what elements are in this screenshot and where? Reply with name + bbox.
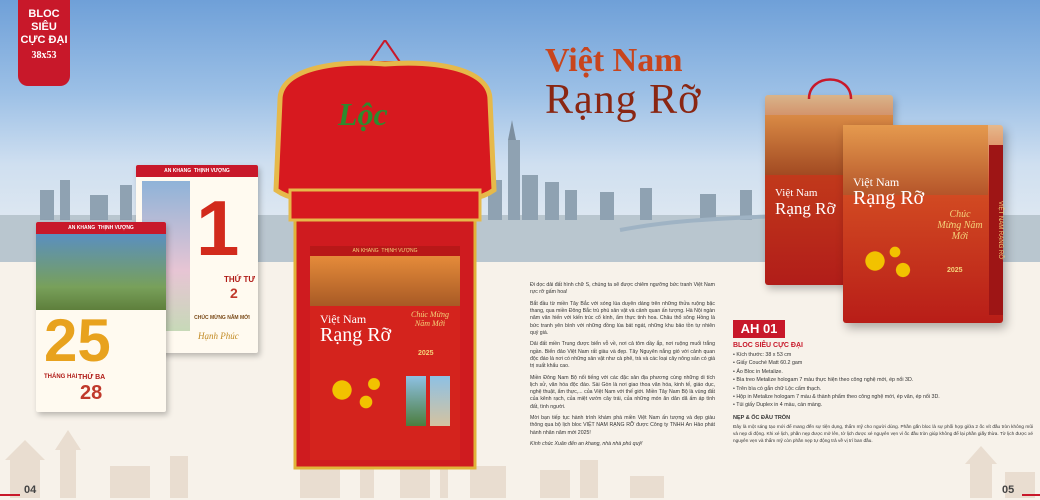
- cover-photo: [310, 256, 460, 306]
- spec-item: • Ảo Bloc in Metalize.: [733, 368, 1033, 376]
- intro-paragraph-3: Dải đất miền Trung được biển vỗ về, nơi cả tôm dầy ắp, nơi ruộng muối trắng ngần. Biển đảo Việt Nam rất giàu và đẹp. Tây Nguyên nắng gió với cảnh quan độc đáo là nơi có những sản vật như cà phê, trà và các loại cây nông sản có giá trị xuất khẩu cao.: [530, 341, 715, 370]
- weekday-label: THỨ TƯ: [224, 275, 256, 284]
- hanger-cover: [310, 246, 460, 460]
- headline-line-2: Rạng Rỡ: [545, 77, 702, 123]
- spec-item: • Trên bìa có gắn chữ Lộc cẩm thạch.: [733, 385, 1033, 393]
- headline-line-1: Việt Nam: [545, 42, 683, 79]
- intro-paragraph-5: Mời bạn tiếp tục hành trình khám phá miền Việt Nam ấn tượng và đẹp giàu thông qua bộ lịch bloc VIỆT NAM RẠNG RỠ được Công ty TNHH An Hảo phát hành nhân năm mới 2025!: [530, 415, 715, 436]
- spec-title: BLOC SIÊU CỰC ĐẠI: [733, 342, 803, 349]
- spec-item: • Bìa treo Metalize hologam 7 màu thực hiện theo công nghệ mới, ép nổi 3D.: [733, 376, 1033, 384]
- weekday-label: THỨ BA: [78, 374, 106, 381]
- brand-label: AN KHANG: [68, 225, 96, 231]
- cover-greeting: Chúc Mừng Năm Mới: [411, 310, 449, 328]
- big-date: 25: [44, 307, 111, 374]
- lunar-day: 28: [80, 382, 103, 404]
- gift-box-front: [843, 125, 1003, 323]
- big-date: 1: [196, 184, 240, 272]
- month-tag: THÁNG HAI: [44, 374, 78, 380]
- lunar-day: 2: [230, 285, 238, 301]
- calendar-sheet-front: [36, 222, 166, 412]
- intro-paragraph-4: Miền Đông Nam Bộ nổi tiếng với các đặc sản địa phương cùng những di tích lịch sử, văn hóa độc đáo. Sài Gòn là nơi giao thoa văn hóa, kinh tế, giáo dục, nghệ thuật, ẩm thực,... của Việt Nam với thế giới. Miền Tây Nam Bộ là vùng đất của kênh rạch, của miệt vườn cây trái, của những món ăn dân dã ấm áp tình đất, tình người.: [530, 374, 715, 410]
- page-number-left: 04: [24, 484, 37, 496]
- brand-label-2: THỊNH VƯỢNG: [97, 225, 134, 231]
- badge-line-3: CỰC ĐẠI: [20, 34, 68, 46]
- cover-brand: AN KHANG: [352, 248, 379, 254]
- page-number-right: 05: [1002, 484, 1015, 496]
- spec-item: • Túi giấy Duplex in 4 màu, cán màng.: [733, 401, 1033, 409]
- intro-paragraph-2: Bắt đầu từ miền Tây Bắc với sóng lúa duyên dáng trên những thửa ruộng bậc thang, qua miền Đông Bắc trù phú sản vật và cảnh quan ấn tượng. Hà Nội ngàn năm văn hiến với kiến trúc cổ kính, ẩm thực tinh hoa. Châu thổ sông Hồng là bức tranh yên bình với những đồng lúa bát ngát, những khu bảo tồn tự nhiên quý giá.: [530, 300, 715, 336]
- cover-thumb-2: [430, 376, 450, 426]
- footer-rule-left: [0, 494, 20, 496]
- format-badge: [18, 0, 70, 86]
- cover-title-2: Rạng Rỡ: [320, 324, 392, 346]
- box-apricot-image: [851, 237, 931, 297]
- intro-text: [530, 282, 715, 453]
- cover-title-1: Việt Nam: [320, 312, 367, 326]
- box-title-2: Rạng Rỡ: [853, 187, 925, 209]
- brand-label-2: THỊNH VƯỢNG: [193, 168, 230, 174]
- closing-line: Kính chúc Xuân đến an khang, nhà nhà phú quý!: [530, 441, 643, 448]
- box-year: 2025: [947, 267, 963, 274]
- headline: [545, 42, 701, 124]
- spec-description: Đây là một sáng tạo mới để mang đến sự tiện dụng, thẩm mỹ cho người dùng. Phần gắn bloc là sự phối hợp giữa 2 ốc vít đầu tròn không mũi và nẹp di động. Khi xé lịch, phần nẹp được mở lên, tờ lịch được xé nguyên vẹn vì ốc đầu tròn giúp không để lại phần giấy thừa. Tờ lịch được xé nguyên vẹn và thẩm mỹ còn phần nẹp tự động trả về vị trí ban đầu.: [733, 423, 1033, 443]
- footer-rule-right: [1022, 494, 1040, 496]
- box-side: VIỆT NAM RẠNG RỠ: [989, 145, 1003, 315]
- spec-item: • Hộp in Metalize hologam 7 màu & thành phẩm theo công nghệ mới, ép vân, ép nổi 3D.: [733, 393, 1033, 401]
- badge-size: 38x53: [31, 50, 57, 61]
- cover-thumb-1: [406, 376, 426, 426]
- bag-handle: [805, 73, 855, 99]
- badge-line-2: SIÊU: [31, 21, 57, 33]
- hanging-calendar: [270, 40, 500, 470]
- sheet-photo: [36, 234, 166, 310]
- spec-subtitle: NẸP & ỐC ĐẦU TRÒN: [733, 414, 791, 421]
- product-code: AH 01: [733, 320, 785, 338]
- bag-back-title-1: Việt Nam: [775, 187, 818, 199]
- spec-item: • Kích thước: 38 x 53 cm: [733, 351, 1033, 359]
- spec-item: • Giấy Couché Matt 60.2 gam: [733, 359, 1033, 367]
- script-text: Hạnh Phúc: [198, 331, 239, 341]
- loc-logo: Lộc: [338, 96, 388, 132]
- cover-year: 2025: [418, 350, 434, 357]
- greeting-text: CHÚC MỪNG NĂM MỚI: [194, 315, 250, 321]
- badge-line-1: BLOC: [28, 8, 60, 20]
- brand-label: AN KHANG: [164, 168, 192, 174]
- intro-paragraph-1: Đi dọc dải đất hình chữ S, chúng ta sẽ được chiêm ngưỡng bức tranh Việt Nam rực rỡ gấm hoa!: [530, 282, 715, 296]
- cover-brand-2: THỊNH VƯỢNG: [381, 248, 418, 254]
- box-title-1: Việt Nam: [853, 175, 900, 189]
- apricot-flowers-image: [318, 366, 398, 426]
- spec-list: [733, 351, 1033, 410]
- box-greeting: Chúc Mừng Năm Mới: [937, 209, 983, 242]
- bag-back-title-2: Rạng Rỡ: [775, 199, 836, 218]
- product-spec: [733, 320, 1033, 444]
